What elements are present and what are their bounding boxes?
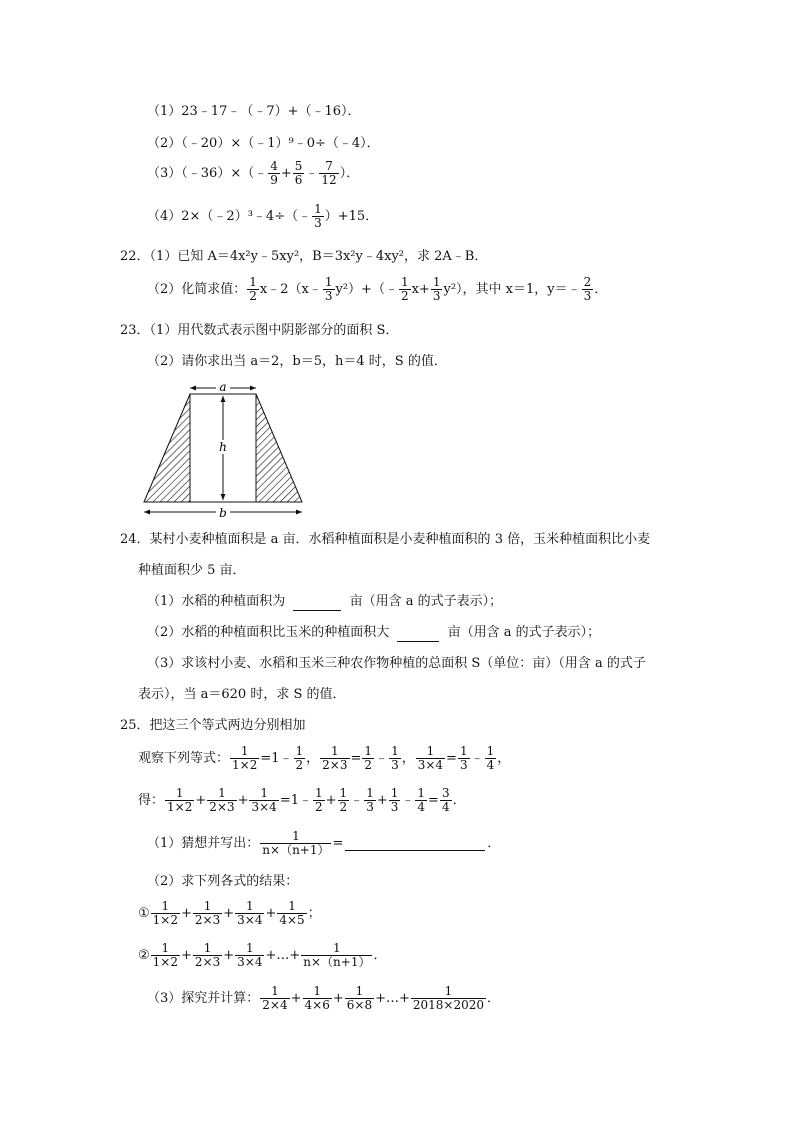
q25-sum [138,787,466,814]
fraction [416,745,445,772]
text-span: + [325,792,337,808]
fraction [193,900,222,927]
text-span: 亩（用含 a 的式子表示）； [349,594,503,609]
denominator: 2 [364,758,373,773]
text-span: ， [497,750,511,766]
numerator: 1 [313,984,321,998]
denominator: 6 [294,173,303,188]
denominator: 4 [417,800,426,815]
text-span: =1﹣ [260,750,293,766]
numerator: 3 [441,786,450,800]
text-span: ． [452,792,466,808]
numerator: 1 [203,899,212,913]
q24-line1: 24．某村小麦种植面积是 a 亩．水稻种植面积是小麦种植面积的 3 倍，玉米种植面积比小麦 [120,532,651,547]
q25-part2: （2）求下列各式的结果： [147,874,299,889]
denominator: 3×4 [251,800,277,815]
fraction [293,160,305,187]
fraction [312,203,324,230]
denominator: 3 [583,289,592,304]
label-b: b [219,506,227,520]
denominator: 1×2 [167,800,193,815]
numerator: 1 [417,786,426,800]
q25-title: 25．把这三个等式两边分别相加 [120,718,306,733]
text-span: = [446,750,457,766]
text-span: + [280,165,292,181]
fraction [320,745,349,772]
denominator: 2 [400,289,409,304]
numerator: 1 [459,744,468,758]
fraction [294,745,306,772]
numerator: 1 [292,829,300,843]
numerator: 1 [400,275,409,289]
numerator: 1 [426,744,435,758]
fraction [319,160,338,187]
numerator: 1 [249,275,257,289]
numerator: 1 [324,275,333,289]
text-span: + [290,990,302,1006]
numerator: 1 [218,786,226,800]
q24-line2: 种植面积少 5 亩． [138,563,246,578]
fraction [193,942,222,969]
text-span: 观察下列等式： [138,750,230,766]
text-span: ． [373,947,387,963]
text-span: 亩（用含 a 的式子表示）； [447,625,601,640]
text-span: ﹣ [401,792,415,808]
text-span: + [237,792,249,808]
text-span: ． [487,990,501,1006]
denominator: 2 [314,800,323,815]
denominator: 4 [486,758,495,773]
text-span: + [332,990,344,1006]
numerator: 7 [325,159,333,173]
text-span: （1）猜想并写出： [147,835,260,851]
q25-part1 [147,830,500,857]
text-span: （2）水稻的种植面积比玉米的种植面积大 [147,625,390,640]
numerator: 1 [444,984,453,998]
text-span: ， [306,750,320,766]
numerator: 1 [364,744,373,758]
text-span: = [350,750,362,766]
denominator: 3×4 [237,955,263,970]
text-span: + [223,905,235,921]
text-span: + [180,947,192,963]
fraction [399,276,411,303]
numerator: 2 [583,275,592,289]
text-span: ， [401,750,415,766]
fraction [389,787,401,814]
fraction [235,942,264,969]
numerator: 4 [270,159,278,173]
fraction [415,787,427,814]
denominator: 9 [270,173,278,188]
denominator: 3×4 [417,758,444,773]
denominator: 3 [324,289,333,304]
text-span: （1）水稻的种植面积为 [147,594,286,609]
q21-part2: （2）（﹣20）×（﹣1）⁹﹣0÷（﹣4）． [147,136,380,151]
fraction [260,985,289,1012]
q24-part1 [147,593,502,611]
q25-observe [138,745,510,772]
fraction [165,787,194,814]
denominator: 2018×2020 [412,998,485,1013]
denominator: 6×8 [346,998,373,1013]
denominator: 4 [441,800,450,815]
denominator: 1×2 [152,913,178,928]
denominator: 2×3 [209,800,235,815]
q24-part3-line1: （3）求该村小麦、水稻和玉米三种农作物种植的总面积 S（单位：亩）（用含 a 的式子 [147,656,646,671]
fraction [411,985,486,1012]
denominator: n×（n+1） [303,955,371,970]
text-span: + [223,947,235,963]
numerator: 1 [161,899,170,913]
text-span: + [265,905,277,921]
q24-part3-line2: 表示），当 a＝620 时，求 S 的值． [138,687,346,702]
denominator: 2×4 [262,998,288,1013]
fraction [303,985,332,1012]
numerator: 5 [294,159,303,173]
fraction [268,160,280,187]
q24-part2 [147,624,600,642]
numerator: 1 [390,786,399,800]
fraction [151,942,180,969]
q23-part2: （2）请你求出当 a＝2，b＝5，h＝4 时，S 的值． [147,354,447,369]
denominator: n×（n+1） [262,843,330,858]
numerator: 1 [355,984,364,998]
text-span: ﹣ [375,750,389,766]
trapezoid-figure [138,382,314,520]
text-span: （4）2×（﹣2）³﹣4÷（﹣ [147,208,312,224]
fraction [485,745,497,772]
numerator: 1 [314,202,322,216]
text-span: （2）化简求值： [147,281,247,297]
text-span: = [332,835,344,851]
numerator: 1 [314,786,323,800]
fraction [249,787,278,814]
numerator: 1 [333,941,341,955]
numerator: 1 [486,744,495,758]
text-span: = [428,792,439,808]
label-a: a [219,382,227,394]
q25-item2 [138,942,386,969]
text-span: ． [487,835,501,851]
numerator: 1 [288,899,296,913]
denominator: 2×3 [194,913,221,928]
text-span: ）． [339,165,360,181]
denominator: 3 [314,216,322,231]
answer-blank[interactable] [397,627,439,642]
text-span: x﹣2（x﹣ [259,281,322,297]
q21-part4 [147,203,378,230]
fraction [345,985,374,1012]
denominator: 2×3 [322,758,348,773]
fraction [207,787,236,814]
text-span: ﹣ [350,792,364,808]
denominator: 2 [339,800,348,815]
denominator: 3 [391,758,399,773]
fraction [431,276,443,303]
text-span: + [376,792,388,808]
fraction [323,276,335,303]
shaded-right-region [256,394,302,502]
text-span: +…+ [375,990,410,1006]
denominator: 4×6 [304,998,330,1013]
text-span: （3）（﹣36）×（﹣ [147,165,268,181]
numerator: 1 [245,941,254,955]
numerator: 1 [432,275,441,289]
fraction [440,787,452,814]
numerator: 1 [203,941,212,955]
denominator: 1×2 [232,758,258,773]
fraction [338,787,350,814]
text-span: ． [594,281,608,297]
denominator: 3 [366,800,374,815]
fraction [260,830,331,857]
fraction [364,787,376,814]
text-span: （3）探究并计算： [147,990,260,1006]
text-span: ﹣ [470,750,484,766]
denominator: 2 [295,758,304,773]
numerator: 1 [271,984,279,998]
numerator: 1 [161,941,170,955]
fraction [230,745,259,772]
text-span: y²）+（﹣ [335,281,398,297]
text-span: + [195,792,207,808]
denominator: 2 [249,289,257,304]
text-span: ﹣ [305,165,319,181]
fraction [458,745,470,772]
numerator: 1 [175,786,184,800]
q22-part1: 22．（1）已知 A＝4x²y﹣5xy²，B＝3x²y﹣4xy²，求 2A﹣B． [120,249,488,264]
text-span: y²），其中 x＝1，y＝﹣ [443,281,581,297]
numerator: 1 [260,786,268,800]
text-span: + [180,905,192,921]
denominator: 3 [432,289,441,304]
shaded-left-region [144,394,190,502]
fraction [301,942,372,969]
fraction [247,276,259,303]
q23-part1: 23．（1）用代数式表示图中阴影部分的面积 S． [120,323,399,338]
q25-part3 [147,985,500,1012]
text-span: x+ [411,281,430,297]
denominator: 1×2 [152,955,178,970]
numerator: 1 [339,786,348,800]
denominator: 3 [459,758,468,773]
denominator: 3×4 [237,913,263,928]
text-span: +…+ [265,947,301,963]
numerator: 1 [240,744,249,758]
q21-part1: （1）23﹣17﹣（﹣7）+（﹣16）． [147,104,361,119]
text-span: ① [138,905,150,921]
answer-blank[interactable] [293,596,341,611]
denominator: 3 [390,800,399,815]
denominator: 2×3 [194,955,221,970]
fraction [313,787,325,814]
text-span: =1﹣ [279,792,312,808]
text-span: ）+15． [324,208,379,224]
fraction [582,276,594,303]
q25-item1 [138,900,321,927]
text-span: 得： [138,792,165,808]
fraction [389,745,401,772]
numerator: 1 [366,786,374,800]
numerator: 1 [331,744,339,758]
numerator: 1 [391,744,399,758]
q22-part2 [147,276,607,303]
numerator: 1 [295,744,304,758]
numerator: 1 [245,899,254,913]
denominator: 4×5 [279,913,305,928]
answer-blank[interactable] [345,836,485,851]
fraction [235,900,264,927]
label-h: h [219,440,227,454]
fraction [277,900,306,927]
q21-part3 [147,160,359,187]
fraction [362,745,374,772]
denominator: 12 [321,173,337,188]
fraction [151,900,180,927]
text-span: ； [307,905,321,921]
text-span: ② [138,947,150,963]
